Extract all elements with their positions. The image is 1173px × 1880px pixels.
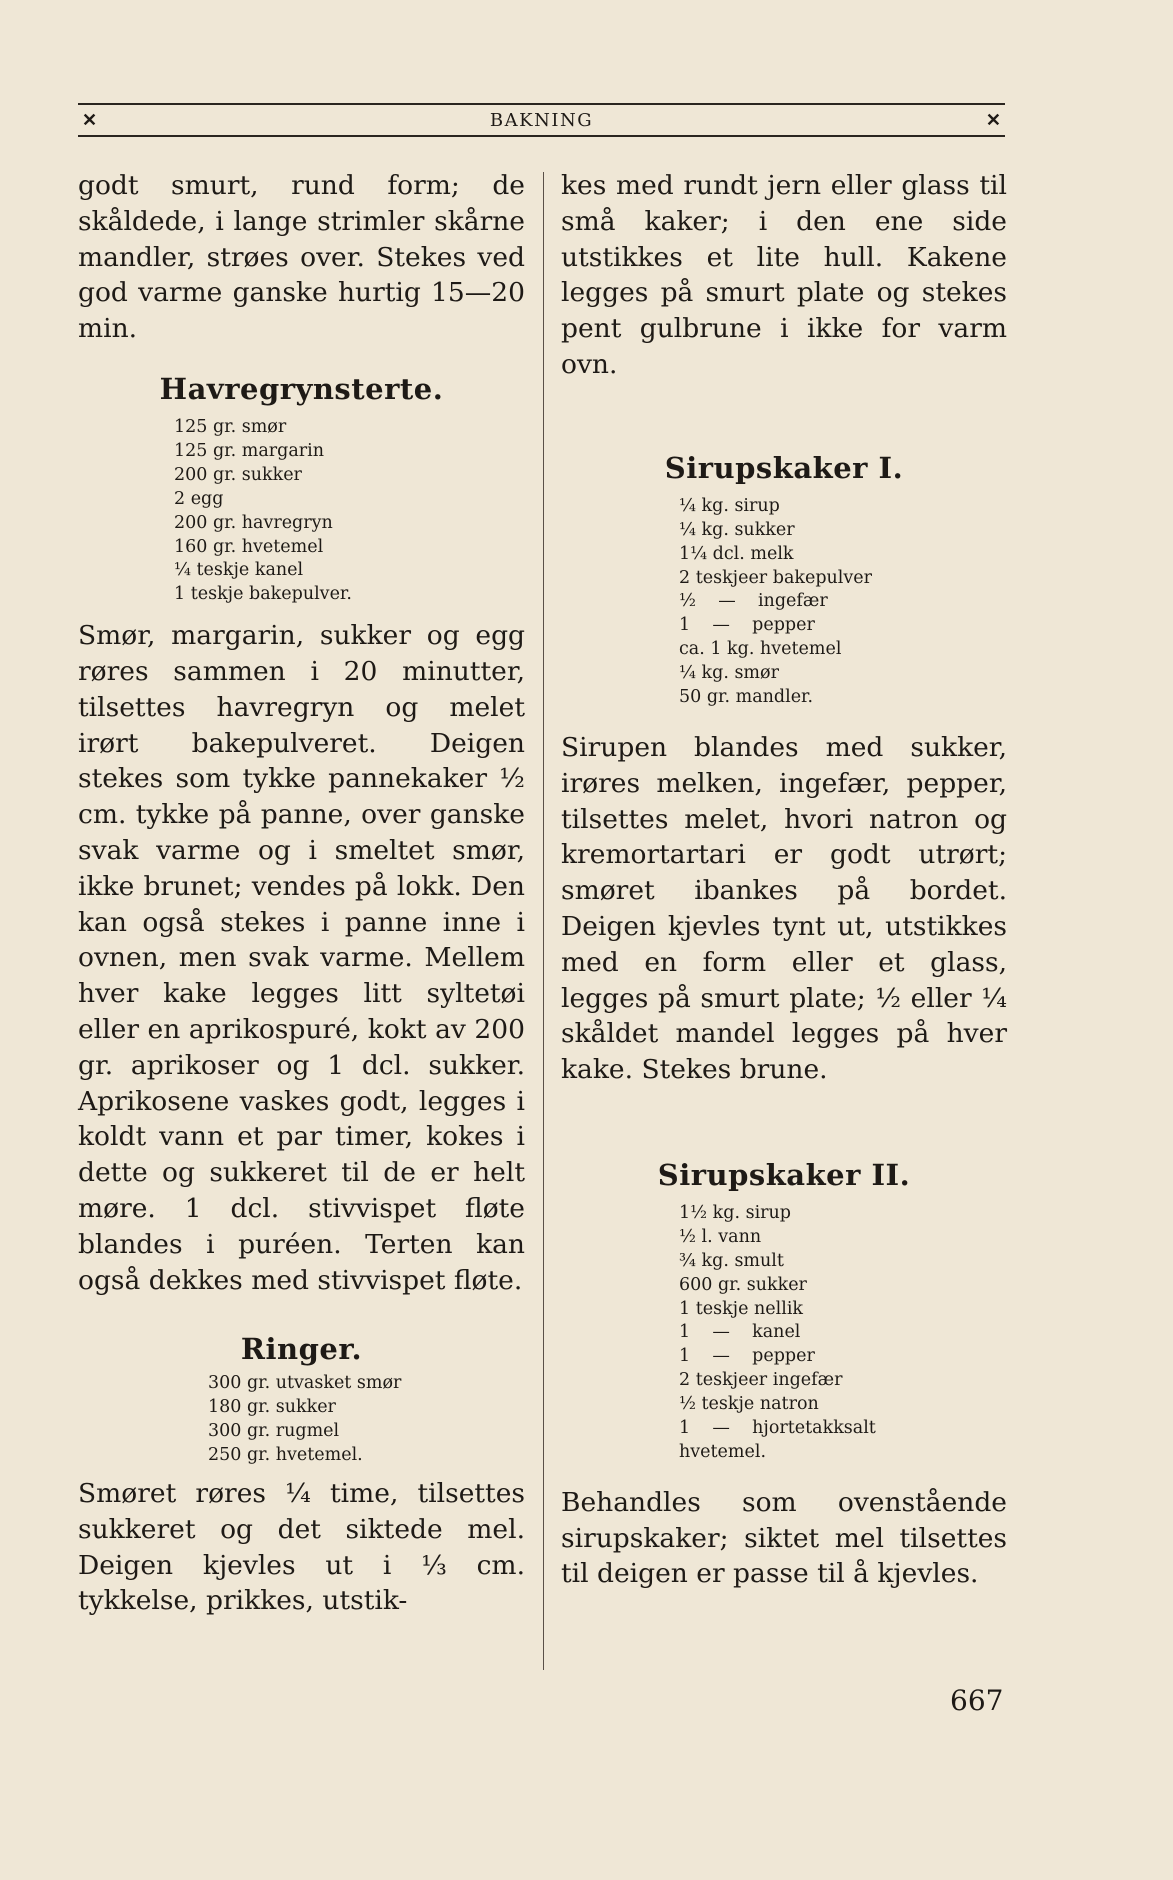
ingredient-item: 300 gr. utvasket smør xyxy=(208,1373,402,1394)
ingredient-item: 2 teskjeer bakepulver xyxy=(679,567,873,588)
right-column xyxy=(561,168,1007,1592)
method-paragraph-sirupskaker-2: Behandles som ovenstående sirupskaker; siktet mel tilsettes til deigen er passe til å kjevles. xyxy=(561,1486,1007,1590)
ingredient-item: ½ l. vann xyxy=(679,1226,762,1247)
header-ornament-right-icon: ✕ xyxy=(985,109,1001,131)
ingredient-item: 1 teskje nellik xyxy=(679,1298,804,1319)
ingredient-item: 1 — kanel xyxy=(679,1322,801,1343)
ingredient-item: ½ — ingefær xyxy=(679,591,828,612)
ingredient-item: 600 gr. sukker xyxy=(679,1274,807,1295)
method-paragraph-ringer: Smøret røres ¼ time, tilsettes sukkeret og det siktede mel. Deigen kjevles ut i ⅓ cm. tykkelse, prikkes, utstik- xyxy=(78,1478,525,1617)
ingredient-item: 2 egg xyxy=(174,488,224,509)
ingredient-item: 2 teskjeer ingefær xyxy=(679,1370,843,1391)
ingredient-item: 1 — pepper xyxy=(679,1346,815,1367)
recipe-title-sirupskaker-1: Sirupskaker I. xyxy=(664,450,904,485)
ingredient-item: 1 teskje bakepulver. xyxy=(174,584,352,605)
ingredient-item: 125 gr. margarin xyxy=(174,440,324,461)
ingredient-item: 1¼ dcl. melk xyxy=(679,543,794,564)
ingredient-item: 1 — pepper xyxy=(679,615,815,636)
ingredient-item: ¾ kg. smult xyxy=(679,1250,784,1271)
recipe-title-havregrynsterte: Havregrynsterte. xyxy=(159,371,444,406)
method-paragraph-havregrynsterte: Smør, margarin, sukker og egg røres sammen i 20 minutter, tilsettes havregryn og melet irørt bakepulveret. Deigen stekes som tykke pannekaker ½ cm. tykke på panne, over ganske svak varme og i smeltet smør, ikke brunet; vendes på lokk. Den kan også stekes i panne inne i ovnen, men svak varme. Mellem hver kake legges litt syltetøi eller en aprikospuré, kokt av 200 gr. aprikoser og 1 dcl. sukker. Aprikosene vaskes godt, legges i koldt vann et par timer, kokes i dette og sukkeret til de er helt møre. 1 dcl. stivvispet fløte blandes i puréen. Terten kan også dekkes med stivvispet fløte. xyxy=(78,620,525,1296)
header-ornament-left-icon: ✕ xyxy=(82,109,98,131)
ingredient-item: 50 gr. mandler. xyxy=(679,687,814,708)
left-column xyxy=(78,168,525,1619)
ingredient-item: ½ teskje natron xyxy=(679,1394,819,1415)
ingredient-item: 1 — hjortetakksalt xyxy=(679,1418,876,1439)
page-number: 667 xyxy=(950,1684,1004,1717)
ingredient-item: ¼ kg. smør xyxy=(679,663,779,684)
method-paragraph-sirupskaker-1: Sirupen blandes med sukker, irøres melken, ingefær, pepper, tilsettes melet, hvori natron og kremortartari er godt utrørt; smøret ibankes på bordet. Deigen kjevles tynt ut, utstikkes med en form eller et glass, legges på smurt plate; ½ eller ¼ skåldet mandel legges på hver kake. Stekes brune. xyxy=(561,731,1007,1086)
ingredient-item: 300 gr. rugmel xyxy=(208,1421,340,1442)
ingredient-item: ¼ teskje kanel xyxy=(174,560,304,581)
ingredient-list-havregrynsterte xyxy=(174,416,525,607)
ingredient-item: hvetemel. xyxy=(679,1441,767,1462)
ingredient-item: 200 gr. sukker xyxy=(174,464,302,485)
recipe-title-sirupskaker-2: Sirupskaker II. xyxy=(657,1157,911,1192)
recipe-title-ringer: Ringer. xyxy=(240,1332,363,1367)
header-title: BAKNING xyxy=(489,109,594,131)
ingredient-item: 250 gr. hvetemel. xyxy=(208,1445,363,1466)
ingredient-item: ¼ kg. sirup xyxy=(679,495,780,516)
ingredient-item: 1½ kg. sirup xyxy=(679,1202,792,1223)
ingredient-item: 200 gr. havregryn xyxy=(174,512,333,533)
ingredient-item: 160 gr. hvetemel xyxy=(174,536,324,557)
ingredient-item: 125 gr. smør xyxy=(174,416,287,437)
column-divider xyxy=(543,172,544,1670)
ingredient-item: 180 gr. sukker xyxy=(208,1397,336,1418)
ingredient-list-ringer xyxy=(208,1372,525,1468)
running-header xyxy=(78,103,1005,137)
continued-paragraph-ringer: kes med rundt jern eller glass til små kaker; i den ene side utstikkes et lite hull. Kakene legges på smurt plate og stekes pent gulbrune i ikke for varm ovn. xyxy=(561,170,1007,380)
intro-paragraph: godt smurt, rund form; de skåldede, i lange strimler skårne mandler, strøes over. Stekes ved god varme ganske hurtig 15—20 min. xyxy=(78,170,525,345)
ingredient-item: ca. 1 kg. hvetemel xyxy=(679,639,842,660)
ingredient-list-sirupskaker-1 xyxy=(679,495,1007,710)
ingredient-list-sirupskaker-2 xyxy=(679,1202,1007,1465)
ingredient-item: ¼ kg. sukker xyxy=(679,519,795,540)
